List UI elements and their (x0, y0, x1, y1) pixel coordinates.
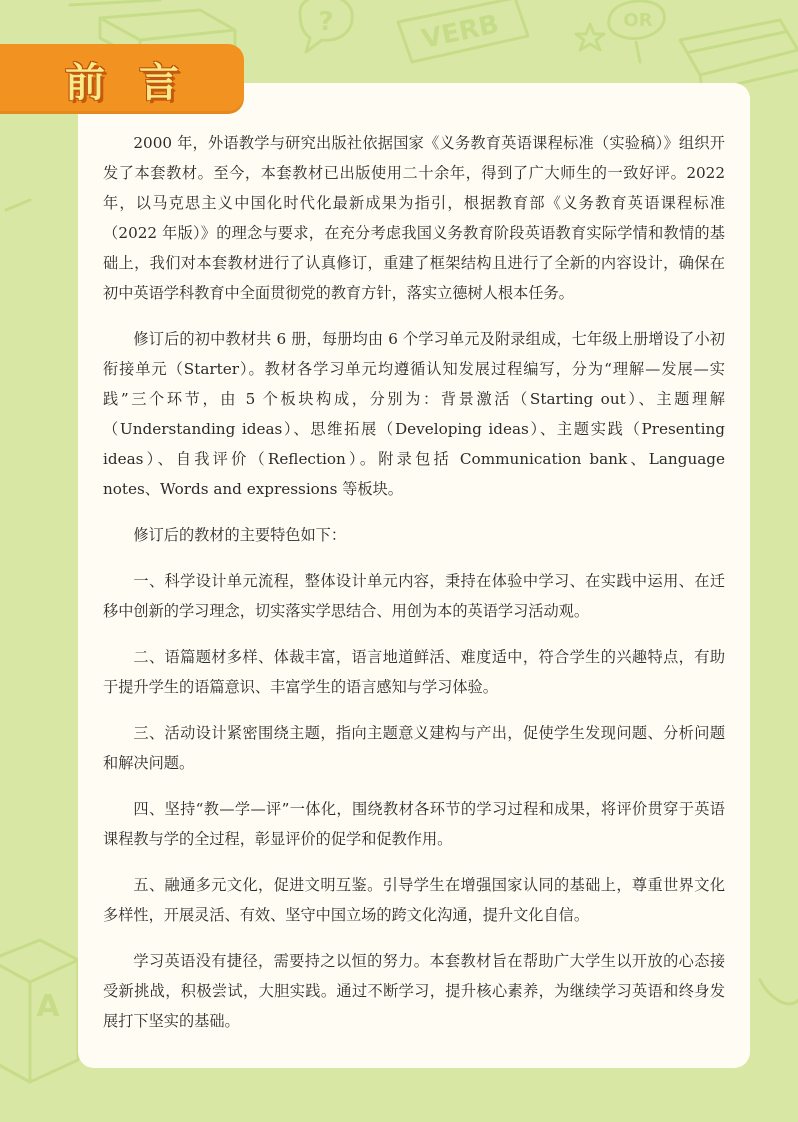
question-mark-text: ? (318, 7, 334, 37)
notebook-icon (680, 20, 798, 92)
paragraph-9: 学习英语没有捷径，需要持之以恒的努力。本套教材旨在帮助广大学生以开放的心态接受新挑战，积极尝试，大胆实践。通过不断学习，提升核心素养，为继续学习英语和终身发展打下坚实的基础。 (103, 952, 725, 1030)
or-sign-text: OR (623, 10, 653, 31)
paragraph-6: 三、活动设计紧密围绕主题，指向主题意义建构与产出，促使学生发现问题、分析问题和解决问题。 (103, 724, 725, 772)
paragraph-1: 2000 年，外语教学与研究出版社依据国家《义务教育英语课程标准（实验稿）》组织开发了本套教材。至今，本套教材已出版使用二十余年，得到了广大师生的一致好评。2022 年，以马克思主义中国化时代化最新成果为指引，根据教育部《义务教育英语课程标准（2022 年版）》的理念与要求，在充分考虑我国义务教育阶段英语教育实际学情和教情的基础上，我们对本套教材进行了认真修订，重建了框架结构且进行了全新的内容设计，确保在初中英语学科教育中全面贯彻党的教育方针，落实立德树人根本任务。 (103, 134, 725, 302)
paragraph-3: 修订后的教材的主要特色如下： (133, 526, 347, 544)
paragraph-4: 一、科学设计单元流程，整体设计单元内容，秉持在体验中学习、在实践中运用、在迁移中创新的学习理念，切实落实学思结合、用创为本的英语学习活动观。 (103, 572, 725, 620)
star-icon (576, 24, 604, 50)
verb-sign-text: VERB (419, 9, 502, 55)
page-title: 前言 (65, 59, 213, 106)
paragraph-5: 二、语篇题材多样、体裁丰富，语言地道鲜活、难度适中，符合学生的兴趣特点，有助于提升学生的语篇意识、丰富学生的语言感知与学习体验。 (103, 648, 725, 696)
paragraph-7: 四、坚持“教—学—评”一体化，围绕教材各环节的学习过程和成果，将评价贯穿于英语课程教与学的全过程，彰显评价的促学和促教作用。 (103, 800, 725, 848)
paragraph-2: 修订后的初中教材共 6 册，每册均由 6 个学习单元及附录组成，七年级上册增设了小初衔接单元（Starter）。教材各学习单元均遵循认知发展过程编写，分为“理解—发展—实践”三个环节，由 5 个板块构成，分别为：背景激活（Starting out）、主题理解（Understanding ideas）、思维拓展（Developing ideas）、主题实践（Presenting ideas）、自我评价（Reflection）。附录包括 Communication bank、Language notes、Words and expressions 等板块。 (103, 330, 725, 498)
preface-body (103, 128, 725, 1052)
paragraph-8: 五、融通多元文化，促进文明互鉴。引导学生在增强国家认同的基础上，尊重世界文化多样性，开展灵活、有效、坚守中国立场的跨文化沟通，提升文化自信。 (103, 876, 725, 924)
letter-block-text: A (36, 989, 60, 1024)
